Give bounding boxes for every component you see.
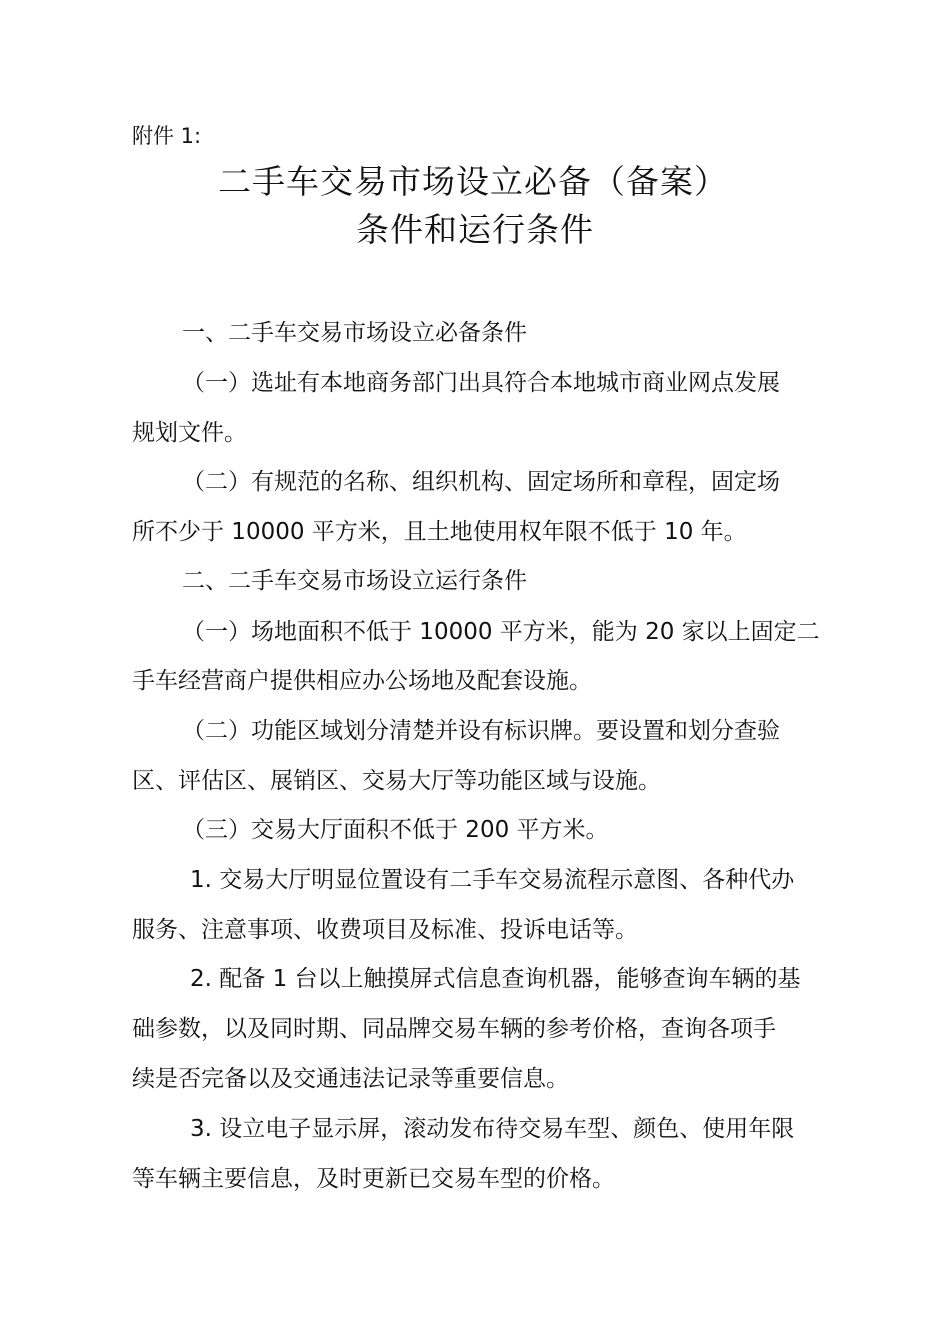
paragraph-line: 服务、注意事项、收费项目及标准、投诉电话等。 — [132, 917, 638, 943]
paragraph-line: （一）选址有本地商务部门出具符合本地城市商业网点发展 — [182, 370, 780, 396]
paragraph-line: 等车辆主要信息，及时更新已交易车型的价格。 — [132, 1166, 615, 1192]
list-item-line: 3. 设立电子显示屏，滚动发布待交易车型、颜色、使用年限 — [190, 1116, 795, 1142]
document-title-line-2: 条件和运行条件 — [356, 210, 594, 249]
paragraph-line: （三）交易大厅面积不低于 200 平方米。 — [182, 817, 609, 843]
paragraph-line: （二）有规范的名称、组织机构、固定场所和章程，固定场 — [182, 469, 780, 495]
paragraph-line: 续是否完备以及交通违法记录等重要信息。 — [132, 1066, 569, 1092]
paragraph-line: 础参数，以及同时期、同品牌交易车辆的参考价格，查询各项手 — [132, 1016, 776, 1042]
paragraph-line: 区、评估区、展销区、交易大厅等功能区域与设施。 — [132, 768, 661, 794]
document-title-line-1: 二手车交易市场设立必备（备案） — [218, 162, 728, 201]
attachment-label: 附件 1: — [132, 124, 202, 148]
section-heading-2: 二、二手车交易市场设立运行条件 — [182, 568, 527, 594]
paragraph-line: 所不少于 10000 平方米，且土地使用权年限不低于 10 年。 — [132, 519, 747, 545]
paragraph-line: （一）场地面积不低于 10000 平方米，能为 20 家以上固定二 — [182, 619, 820, 645]
paragraph-line: 手车经营商户提供相应办公场地及配套设施。 — [132, 668, 592, 694]
list-item-line: 2. 配备 1 台以上触摸屏式信息查询机器，能够查询车辆的基 — [190, 966, 801, 992]
list-item-line: 1. 交易大厅明显位置设有二手车交易流程示意图、各种代办 — [190, 867, 795, 893]
paragraph-line: （二）功能区域划分清楚并设有标识牌。要设置和划分查验 — [182, 718, 780, 744]
section-heading-1: 一、二手车交易市场设立必备条件 — [182, 320, 527, 346]
paragraph-line: 规划文件。 — [132, 420, 247, 446]
